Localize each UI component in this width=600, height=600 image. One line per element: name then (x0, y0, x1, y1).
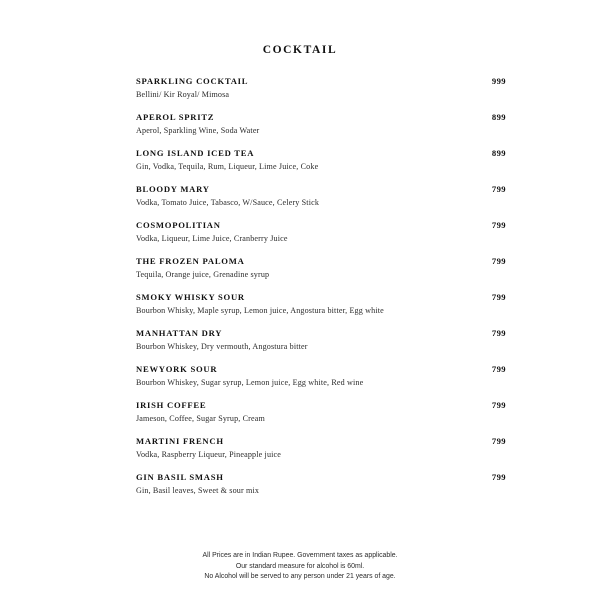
menu-item (136, 184, 506, 207)
menu-item-header (136, 364, 506, 374)
menu-footer (44, 551, 556, 590)
menu-item-price: 799 (491, 256, 506, 266)
menu-item-header (136, 436, 506, 446)
menu-item-price: 899 (491, 148, 506, 158)
footer-line-measure: Our standard measure for alcohol is 60ml. (235, 562, 365, 570)
footer-line-prices: All Prices are in Indian Rupee. Government taxes as applicable. (202, 552, 398, 560)
menu-item-price: 899 (491, 112, 506, 122)
menu-item-description: Gin, Basil leaves, Sweet & sour mix (136, 485, 260, 495)
menu-item-price: 799 (491, 400, 506, 410)
menu-item-description: Bourbon Whiskey, Sugar syrup, Lemon juice, Egg white, Red wine (136, 377, 364, 387)
menu-item-description: Gin, Vodka, Tequila, Rum, Liqueur, Lime Juice, Coke (136, 161, 319, 171)
menu-item (136, 220, 506, 243)
menu-item (136, 76, 506, 99)
menu-item (136, 112, 506, 135)
menu-item-name: MARTINI FRENCH (136, 436, 224, 446)
menu-item-list (44, 76, 556, 551)
page-title: COCKTAIL (262, 44, 338, 56)
menu-item (136, 364, 506, 387)
menu-item-name: COSMOPOLITIAN (136, 220, 221, 230)
menu-item (136, 256, 506, 279)
menu-item-price: 799 (491, 328, 506, 338)
footer-line-age-policy: No Alcohol will be served to any person under 21 years of age. (204, 572, 396, 580)
menu-item-price: 799 (491, 292, 506, 302)
menu-item (136, 472, 506, 495)
menu-item (136, 400, 506, 423)
menu-item-description: Vodka, Raspberry Liqueur, Pineapple juice (136, 449, 282, 459)
menu-item-description: Vodka, Tomato Juice, Tabasco, W/Sauce, Celery Stick (136, 197, 320, 207)
menu-item-name: GIN BASIL SMASH (136, 472, 224, 482)
menu-item-header (136, 256, 506, 266)
menu-item (136, 328, 506, 351)
menu-item-name: MANHATTAN DRY (136, 328, 223, 338)
menu-item-name: SPARKLING COCKTAIL (136, 76, 249, 86)
menu-item-header (136, 76, 506, 86)
menu-item-description: Bellini/ Kir Royal/ Mimosa (136, 89, 230, 99)
menu-item-header (136, 472, 506, 482)
menu-item-header (136, 292, 506, 302)
menu-item-name: IRISH COFFEE (136, 400, 207, 410)
menu-item-price: 799 (491, 436, 506, 446)
menu-item-description: Tequila, Orange juice, Grenadine syrup (136, 269, 270, 279)
menu-item-name: APEROL SPRITZ (136, 112, 215, 122)
menu-item-header (136, 220, 506, 230)
menu-item (136, 148, 506, 171)
menu-item-description: Jameson, Coffee, Sugar Syrup, Cream (136, 413, 265, 423)
menu-item-header (136, 328, 506, 338)
menu-item (136, 292, 506, 315)
menu-item-price: 999 (491, 76, 506, 86)
menu-item-header (136, 112, 506, 122)
menu-item (136, 436, 506, 459)
menu-item-price: 799 (491, 184, 506, 194)
menu-item-price: 799 (491, 220, 506, 230)
menu-item-name: SMOKY WHISKY SOUR (136, 292, 245, 302)
menu-item-description: Bourbon Whiskey, Dry vermouth, Angostura bitter (136, 341, 308, 351)
menu-item-header (136, 148, 506, 158)
menu-item-description: Aperol, Sparkling Wine, Soda Water (136, 125, 260, 135)
menu-item-name: THE FROZEN PALOMA (136, 256, 245, 266)
menu-item-description: Vodka, Liqueur, Lime Juice, Cranberry Juice (136, 233, 288, 243)
menu-item-name: LONG ISLAND ICED TEA (136, 148, 255, 158)
menu-item-header (136, 400, 506, 410)
menu-item-header (136, 184, 506, 194)
menu-item-price: 799 (491, 472, 506, 482)
menu-item-price: 799 (491, 364, 506, 374)
menu-item-description: Bourbon Whisky, Maple syrup, Lemon juice, Angostura bitter, Egg white (136, 305, 384, 315)
menu-item-name: NEWYORK SOUR (136, 364, 218, 374)
menu-item-name: BLOODY MARY (136, 184, 210, 194)
